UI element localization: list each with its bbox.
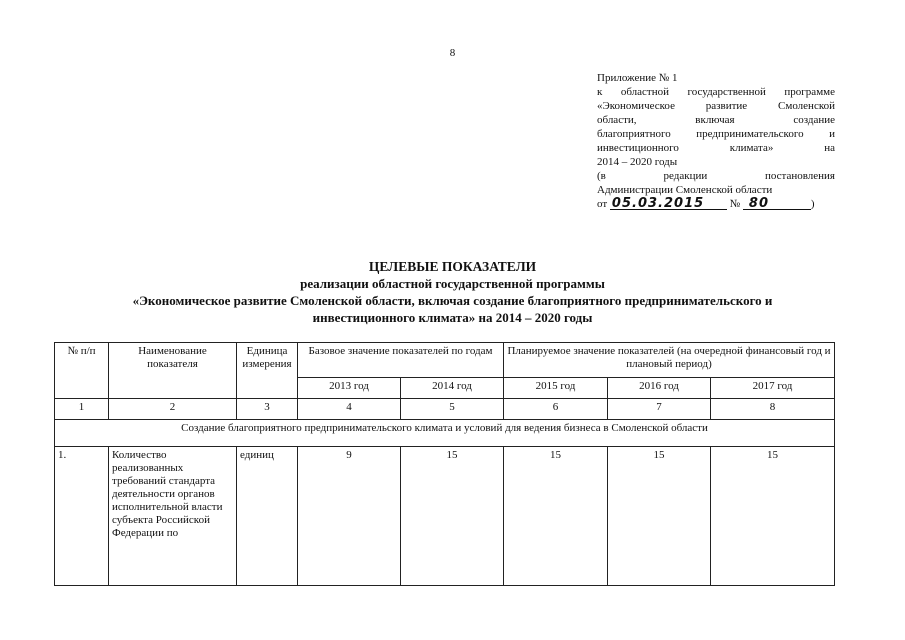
value-2013: 9 bbox=[298, 447, 401, 586]
title-line-2: реализации областной государственной программы bbox=[300, 276, 605, 291]
value-2016: 15 bbox=[608, 447, 711, 586]
header-num: № п/п bbox=[55, 343, 109, 399]
column-numbers-row bbox=[55, 399, 835, 420]
appendix-line: инвестиционного климата» на bbox=[597, 142, 835, 154]
appendix-line: благоприятного предпринимательского и bbox=[597, 128, 835, 140]
header-name: Наименование показателя bbox=[109, 343, 237, 399]
title-line-3: «Экономическое развитие Смоленской области, включая создание благоприятного предпринимательского и bbox=[132, 293, 773, 308]
row-number: 1. bbox=[55, 447, 109, 586]
page-number: 8 bbox=[449, 47, 456, 59]
column-number: 4 bbox=[298, 399, 401, 420]
header-plan: Планируемое значение показателей (на очередной финансовый год и плановый период) bbox=[504, 343, 835, 378]
column-number: 6 bbox=[504, 399, 608, 420]
title-line-1: ЦЕЛЕВЫЕ ПОКАЗАТЕЛИ bbox=[368, 259, 537, 274]
appendix-title: Приложение № 1 bbox=[597, 72, 678, 84]
section-row bbox=[55, 420, 835, 447]
value-2014: 15 bbox=[401, 447, 504, 586]
appendix-edition: (в редакции постановления bbox=[597, 170, 835, 182]
closing-paren: ) bbox=[810, 198, 815, 210]
year-cell: 2013 год bbox=[298, 378, 401, 399]
year-cell: 2016 год bbox=[608, 378, 711, 399]
appendix-block bbox=[597, 71, 835, 211]
appendix-years: 2014 – 2020 годы bbox=[597, 156, 678, 168]
title-line-4: инвестиционного климата» на 2014 – 2020 годы bbox=[312, 310, 593, 325]
column-number: 8 bbox=[711, 399, 835, 420]
column-number: 3 bbox=[237, 399, 298, 420]
year-cell: 2017 год bbox=[711, 378, 835, 399]
column-number: 2 bbox=[109, 399, 237, 420]
handwritten-number: 80 bbox=[743, 198, 811, 210]
value-2017: 15 bbox=[711, 447, 835, 586]
handwritten-date: 05.03.2015 bbox=[610, 198, 727, 210]
section-title: Создание благоприятного предпринимательского климата и условий для ведения бизнеса в Смоленской области bbox=[55, 420, 835, 447]
column-number: 5 bbox=[401, 399, 504, 420]
appendix-line: «Экономическое развитие Смоленской bbox=[597, 100, 835, 112]
indicators-table bbox=[54, 342, 835, 586]
year-cell: 2015 год bbox=[504, 378, 608, 399]
appendix-line: к областной государственной программе bbox=[597, 86, 835, 98]
header-unit: Единица измерения bbox=[237, 343, 298, 399]
header-row bbox=[55, 343, 835, 378]
date-prefix: от bbox=[597, 198, 608, 210]
appendix-signature-line bbox=[597, 197, 835, 211]
indicator-name: Количество реализованных требований стандарта деятельности органов исполнительной власти субъекта Российской Федерации по bbox=[109, 447, 237, 586]
table-row bbox=[55, 447, 835, 586]
year-cell: 2014 год bbox=[401, 378, 504, 399]
value-2015: 15 bbox=[504, 447, 608, 586]
appendix-admin: Администрации Смоленской области bbox=[597, 184, 773, 196]
header-base: Базовое значение показателей по годам bbox=[298, 343, 504, 378]
indicator-unit: единиц bbox=[237, 447, 298, 586]
appendix-line: области, включая создание bbox=[597, 114, 835, 126]
column-number: 7 bbox=[608, 399, 711, 420]
document-title bbox=[40, 258, 865, 326]
number-prefix: № bbox=[729, 198, 741, 210]
column-number: 1 bbox=[55, 399, 109, 420]
